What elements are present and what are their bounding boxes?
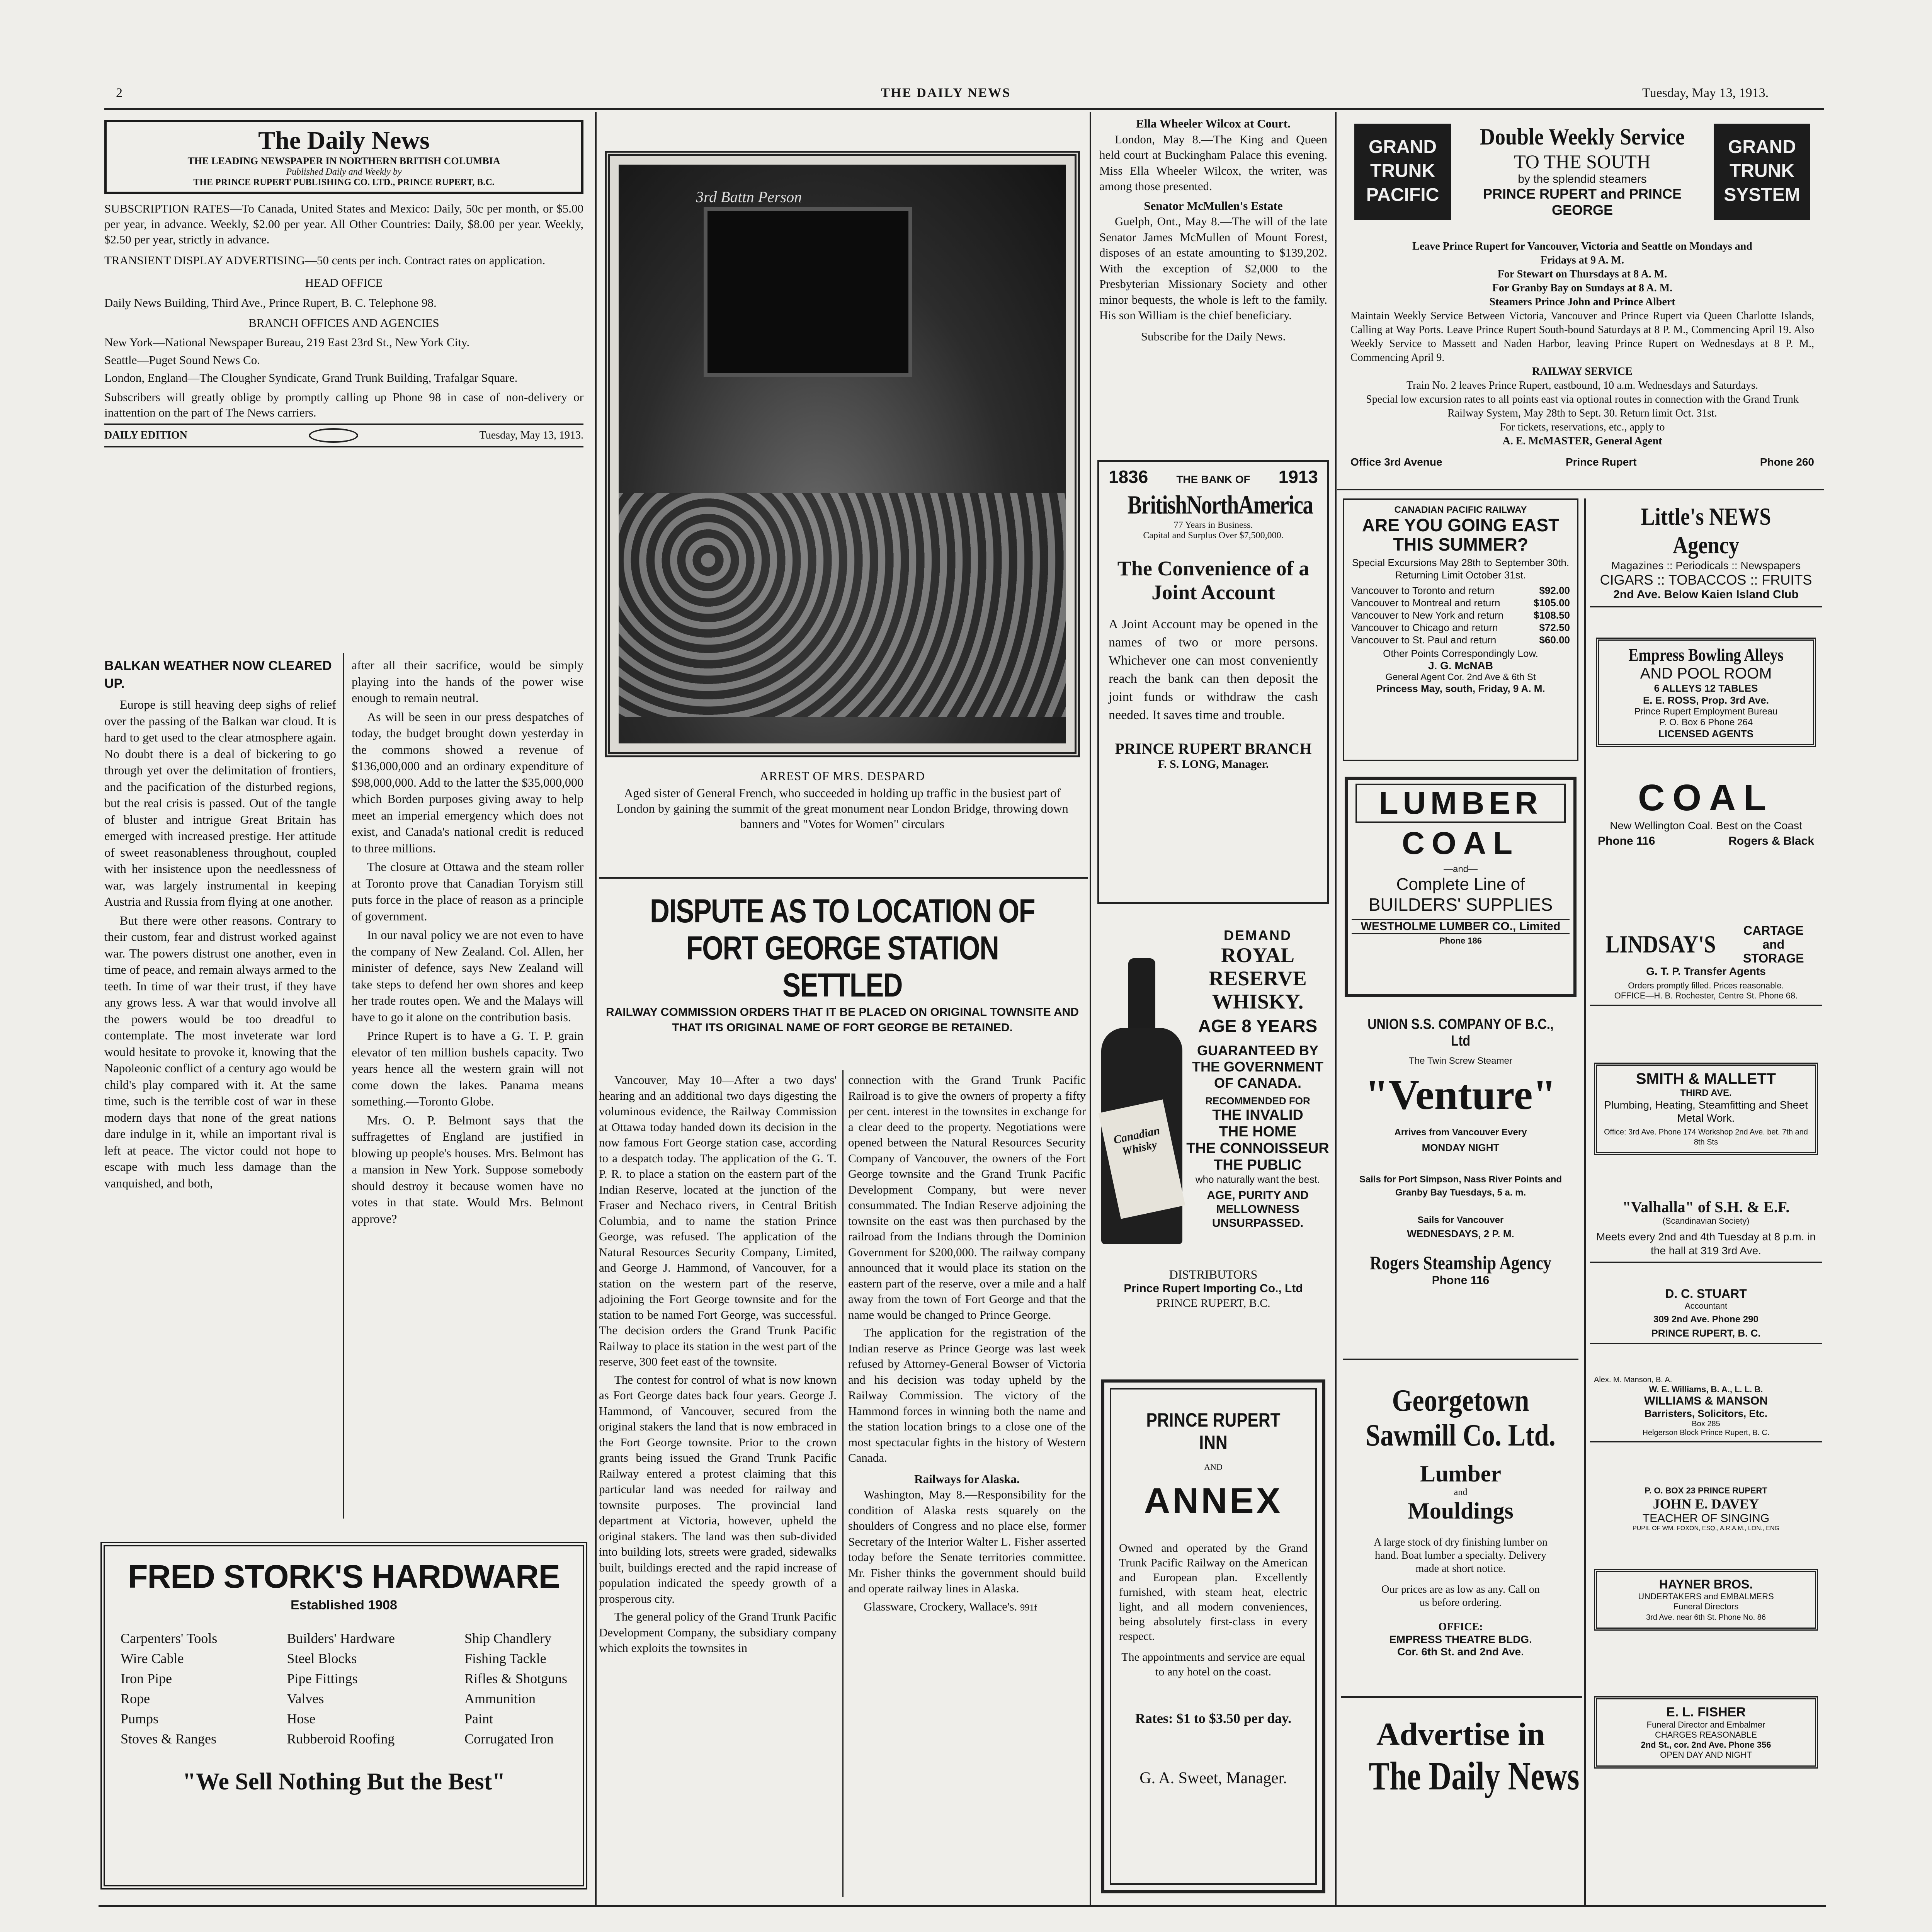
branch-seattle: Seattle—Puget Sound News Co. [104, 353, 260, 367]
gtp-rule [1337, 489, 1824, 490]
lumber-complete: Complete Line of [1396, 875, 1525, 894]
gtp-line5: Maintain Weekly Service Between Victoria, Vancouver and Prince Rupert via Queen Charlotte Islands, Calling at Way Ports. Leave Prince Rupert South-bound Saturdays at 8 P. M., Commencing April 19. Also Weekly Service to Massett and Naden Harbor, leaving Prince Rupert on Wednesdays at 8 P. M., Commencing April 9. [1350, 310, 1814, 364]
sawmill-lumber: Lumber [1420, 1461, 1501, 1486]
photo-caption: Aged sister of General French, who succeeded in holding up traffic in the busiest part of London by gaining the summit of the great monument near London Bridge, throwing down banners and "Votes for Women" circulars [616, 786, 1068, 831]
gtp-train: Train No. 2 leaves Prince Rupert, eastbound, 10 a.m. Wednesdays and Saturdays. [1406, 379, 1758, 391]
lindsay-sub: CARTAGE and STORAGE [1743, 923, 1804, 965]
bank-manager: F. S. LONG, Manager. [1158, 758, 1269, 770]
gtp-railway: RAILWAY SERVICE [1532, 366, 1633, 378]
gtp-title: Double Weekly Service [1480, 124, 1685, 150]
lumber-phone: Phone 186 [1439, 936, 1482, 946]
sawmill-rule [1341, 1696, 1582, 1698]
davey-ad [1590, 1486, 1822, 1532]
whisky-distributors: DISTRIBUTORS [1169, 1267, 1258, 1281]
hardware-list-2 [287, 1628, 395, 1749]
stuart-line3: PRINCE RUPERT, B. C. [1651, 1327, 1761, 1339]
hayner-title: HAYNER BROS. [1659, 1577, 1753, 1591]
column-rule [595, 112, 597, 1905]
davey-line2: TEACHER OF SINGING [1642, 1512, 1770, 1525]
davey-line1: P. O. BOX 23 PRINCE RUPERT [1645, 1486, 1767, 1495]
whisky-quality: AGE, PURITY AND MELLOWNESS UNSURPASSED. [1207, 1189, 1309, 1230]
bank-headline: The Convenience of a Joint Account [1117, 557, 1310, 604]
hardware-item: Pipe Fittings [287, 1671, 358, 1686]
subscription-rates: SUBSCRIPTION RATES—To Canada, United States and Mexico: Daily, 50c per month, or $5.00 per year, in advance. Weekly, $2.00 per year. All Other Countries: Daily, $8.00 per year. Weekly, $2.50 per year, strictly in advance. [104, 202, 583, 246]
col4-news [1099, 116, 1327, 344]
wilcox-title: Ella Wheeler Wilcox at Court. [1136, 117, 1291, 130]
empress-line1: 6 ALLEYS 12 TABLES [1654, 682, 1758, 694]
cpr-price: $60.00 [1539, 634, 1570, 646]
glassware-code: 991f [1020, 1602, 1037, 1613]
whisky-home: THE HOME [1219, 1124, 1297, 1140]
gtp-line4: Steamers Prince John and Prince Albert [1489, 296, 1675, 308]
smith-line1: THIRD AVE. [1680, 1088, 1732, 1098]
transient-advertising: TRANSIENT DISPLAY ADVERTISING—50 cents per inch. Contract rates on application. [104, 253, 546, 267]
stuart-line2: 309 2nd Ave. Phone 290 [1653, 1314, 1759, 1325]
lindsay-line3: OFFICE—H. B. Rochester, Centre St. Phone 68. [1614, 991, 1798, 1000]
venture-night: MONDAY NIGHT [1422, 1142, 1500, 1153]
hardware-item: Steel Blocks [287, 1651, 357, 1666]
advertise-line1: Advertise in [1376, 1716, 1545, 1752]
hardware-item: Rifles & Shotguns [464, 1671, 567, 1686]
hardware-item: Wire Cable [121, 1651, 184, 1666]
bank-year-current: 1913 [1278, 467, 1318, 487]
davey-title: JOHN E. DAVEY [1653, 1496, 1759, 1512]
whisky-connoisseur: THE CONNOISSEUR [1186, 1140, 1329, 1156]
hayner-line2: Funeral Directors [1673, 1602, 1739, 1611]
inn-title: PRINCE RUPERT INN [1146, 1409, 1281, 1453]
masthead-publisher: THE PRINCE RUPERT PUBLISHING CO. LTD., PRINCE RUPERT, B.C. [193, 177, 495, 187]
law-line1: Alex. M. Manson, B. A. [1594, 1376, 1672, 1384]
empress-bowling-ad [1596, 638, 1816, 747]
subscribers-note: Subscribers will greatly oblige by promptly calling up Phone 98 in case of non-delivery or inattention on the part of The News carriers. [104, 390, 583, 419]
cpr-sailing: Princess May, south, Friday, 9 A. M. [1376, 683, 1545, 694]
photo-doorway [704, 207, 912, 377]
sawmill-body: A large stock of dry finishing lumber on hand. Boat lumber a specialty. Delivery made at short notice. [1374, 1536, 1548, 1575]
venture-company: UNION S.S. COMPANY OF B.C., Ltd [1367, 1016, 1554, 1049]
cpr-ad [1343, 498, 1578, 761]
photo-caption-title: ARREST OF MRS. DESPARD [760, 769, 925, 783]
coal-ad [1590, 777, 1822, 848]
bank-the-bank-of: THE BANK OF [1176, 473, 1250, 485]
hardware-slogan: "We Sell Nothing But the Best" [182, 1769, 505, 1795]
mcmullen-title: Senator McMullen's Estate [1144, 199, 1283, 213]
editorial-title: BALKAN WEATHER NOW CLEARED UP. [104, 658, 332, 691]
williams-manson-ad [1590, 1376, 1822, 1442]
bank-branch: PRINCE RUPERT BRANCH [1115, 740, 1312, 757]
editorial-paragraph: Mrs. O. P. Belmont says that the suffragettes of England are justified in blowing up people's houses. Mrs. Belmont has a mansion in New York. Suppose somebody should destroy it because women have no votes in that state. Would Mrs. Belmont approve? [352, 1113, 583, 1226]
whisky-appreciate: who naturally want the best. [1195, 1173, 1320, 1185]
hardware-item: Paint [464, 1711, 493, 1726]
whisky-invalid: THE INVALID [1212, 1107, 1303, 1123]
cpr-price: $108.50 [1534, 609, 1570, 621]
head-office-title: HEAD OFFICE [305, 276, 383, 289]
fisher-line2: CHARGES REASONABLE [1655, 1730, 1757, 1740]
lindsays-ad [1590, 923, 1822, 1006]
cpr-rate-row [1351, 597, 1570, 609]
cpr-rate-row [1351, 634, 1570, 646]
fisher-line3: 2nd St., cor. 2nd Ave. Phone 356 [1641, 1740, 1771, 1750]
alaska-title: Railways for Alaska. [914, 1472, 1020, 1486]
cpr-route: Vancouver to Chicago and return [1351, 622, 1498, 633]
dispute-paragraph: connection with the Grand Trunk Pacific Railroad is to give the owners of property a fifty per cent. interest in the townsites in exchange for a clear deed to the property. Negotiations were opened between the Natural Resources Security Company of Vancouver, the owners of the Fort George townsite and the Grand Trunk Pacific Development Company, but were never consummated. The Indian Reserve adjoining the townsite on the east was then purchased by the railroad from the Indians through the Dominion Government for $200,000. The railway company announced that it would place its station on the eastern part of the reserve, over a mile and a half away from the town of Fort George and that the name would be changed to Prince George. [848, 1073, 1086, 1321]
cpr-title: ARE YOU GOING EAST THIS SUMMER? [1362, 515, 1560, 554]
running-title: THE DAILY NEWS [881, 86, 1011, 100]
venture-sails-vancouver: Sails for Vancouver [1417, 1215, 1504, 1225]
cpr-rate-row [1351, 621, 1570, 634]
littles-line1: Magazines :: Periodicals :: Newspapers [1611, 560, 1801, 571]
hardware-item: Builders' Hardware [287, 1631, 395, 1646]
hardware-item: Valves [287, 1691, 324, 1706]
empress-line4: P. O. Box 6 Phone 264 [1659, 717, 1753, 728]
whisky-distributor-city: PRINCE RUPERT, B.C. [1156, 1297, 1270, 1310]
hayner-line1: UNDERTAKERS and EMBALMERS [1638, 1592, 1774, 1601]
hayner-ad [1594, 1569, 1818, 1631]
cpr-route: Vancouver to Montreal and return [1351, 597, 1500, 609]
gtp-city: Prince Rupert [1565, 456, 1637, 468]
inn-body: Owned and operated by the Grand Trunk Pacific Railway on the American and European plan. Excellently furnished, with steam heat, electric light, and all modern conveniences, being absolutely first-class in every respect. [1119, 1542, 1308, 1643]
bank-ad [1097, 460, 1329, 904]
bank-capital: Capital and Surplus Over $7,500,000. [1143, 531, 1284, 541]
gtp-by: by the splendid steamers [1518, 173, 1647, 185]
gtp-steamers: PRINCE RUPERT and PRINCE GEORGE [1483, 186, 1682, 218]
bank-body: A Joint Account may be opened in the names of two or more persons. Whichever one can most conveniently reach the bank can then deposit the joint funds or withdraw the cash needed. It saves time and trouble. [1109, 617, 1318, 722]
stuart-line1: Accountant [1684, 1301, 1728, 1311]
cpr-rate-row [1351, 584, 1570, 597]
coal-firm: Rogers & Black [1728, 835, 1814, 847]
sawmill-prices: Our prices are as low as any. Call on us before ordering. [1381, 1583, 1540, 1609]
bank-years: 77 Years in Business. [1173, 520, 1253, 530]
dispute-paragraph: The general policy of the Grand Trunk Pacific Development Company, the subsidiary company which exploits the townsites in [599, 1610, 837, 1655]
edition-rule [104, 423, 583, 425]
valhalla-sub: (Scandinavian Society) [1662, 1216, 1750, 1226]
hayner-line3: 3rd Ave. near 6th St. Phone No. 86 [1646, 1613, 1766, 1622]
whisky-guaranteed: GUARANTEED BY THE GOVERNMENT OF CANADA. [1192, 1043, 1323, 1091]
inn-and: AND [1204, 1462, 1223, 1472]
whisky-ad [1097, 927, 1329, 1345]
gtp-ad [1343, 116, 1822, 483]
gtp-logo-right: GRAND TRUNK SYSTEM [1714, 124, 1810, 220]
hardware-item: Ship Chandlery [464, 1631, 551, 1646]
inn-manager: G. A. Sweet, Manager. [1139, 1769, 1287, 1787]
hardware-item: Hose [287, 1711, 316, 1726]
lindsay-title: LINDSAY'S [1605, 930, 1716, 958]
valhalla-ad [1590, 1198, 1822, 1263]
lindsay-line2: Orders promptly filled. Prices reasonable. [1628, 981, 1784, 990]
littles-line3: 2nd Ave. Below Kaien Island Club [1613, 588, 1799, 601]
venture-arrives: Arrives from Vancouver Every [1394, 1127, 1527, 1138]
whisky-age: AGE 8 YEARS [1198, 1016, 1318, 1036]
sawmill-mouldings: Mouldings [1408, 1498, 1514, 1524]
photo-frame [605, 151, 1080, 757]
dispute-col-right [848, 1072, 1086, 1618]
hardware-item: Corrugated Iron [464, 1731, 554, 1747]
editorial-paragraph: Europe is still heaving deep sighs of relief over the passing of the Balkan war cloud. It is hard to get used to the clear atmosphere again. No doubt there is a deal of bickering to go through yet over the delimitation of frontiers, and the pacification of the disturbed regions, but the real crisis is passed. Out of the tangle of bluster and intrigue Great Britain has emerged with increased prestige. Her attitude of sweet reasonableness throughout, coupled with her insistence upon the needlessness of war, was largely instrumental in keeping Austria and Russia from flying at one another. [104, 697, 336, 908]
fisher-line1: Funeral Director and Embalmer [1646, 1720, 1765, 1730]
dispute-headline: DISPUTE AS TO LOCATION OF FORT GEORGE STATION SETTLED [650, 893, 1035, 1004]
whisky-distributor-name: Prince Rupert Importing Co., Ltd [1124, 1282, 1303, 1295]
hardware-list-3 [464, 1628, 567, 1749]
hardware-item: Iron Pipe [121, 1671, 172, 1686]
sawmill-and: and [1454, 1487, 1468, 1497]
hardware-title: FRED STORK'S HARDWARE [128, 1558, 560, 1595]
inn-body2: The appointments and service are equal to any hotel on the coast. [1121, 1651, 1305, 1678]
dispute-paragraph: The application for the registration of the Indian reserve as Prince George was last week refused by Attorney-General Bowser of Victoria and his decision was today upheld by the Railway Commission. The victory of the Hammond forces in winning both the name and the station location brings to a close one of the most spectacular fights in the history of Western Canada. [848, 1326, 1086, 1464]
smith-mallett-ad [1594, 1063, 1818, 1155]
law-line2: W. E. Williams, B. A., L. L. B. [1649, 1384, 1763, 1394]
hardware-item: Stoves & Ranges [121, 1731, 216, 1747]
venture-sails: Sails for Port Simpson, Nass River Points and Granby Bay Tuesdays, 5 a. m. [1359, 1174, 1562, 1198]
dispute-divider [842, 1070, 844, 1897]
dispute-subhead: RAILWAY COMMISSION ORDERS THAT IT BE PLACED ON ORIGINAL TOWNSITE AND THAT ITS ORIGINAL NAME OF FORT GEORGE BE RETAINED. [606, 1006, 1079, 1034]
editorial-paragraph: But there were other reasons. Contrary to their custom, fear and distrust worked against war. The powers distrust one another, even in time of peace, and remain always armed to the teeth. In time of war their trust, if they have any grows less. A war that would involve all the powers would be too dreadful to contemplate. The most inveterate war lord would hesitate to provoke it, knowing that the Napoleonic conflict of a century ago would be child's play compared with it. At the same time, such is the terrible cost of war in these modern days that none of the great nations dare indulge in it, while an important rival is left at peace. The victor could not hope to escape with much less damage than the vanquished, and both, [104, 913, 336, 1190]
edition-ornament [309, 428, 358, 443]
dispute-paragraph: Vancouver, May 10—After a two days' hearing and an additional two days digesting the voluminous evidence, the Railway Commission at Ottawa today handed down its decision in the now famous Fort George station case, according to a despatch today. The application of the G. T. P. R. to place a station on the eastern part of the Indian Reserve, located at the junction of the Fraser and Nechaco rivers, in Central British Columbia, and to name the station Prince George, was refused. The application of the Natural Resources Security Company, Limited, and George J. Hammond, of Vancouver, for a station on the western part of the reserve, adjoining the Fort George townsite and for the station to be named Fort George, was successful. The decision orders the Grand Trunk Pacific Railway to place its station in the west part of the reserve, 300 feet east of the townsite. [599, 1073, 837, 1368]
littles-line2: CIGARS :: TOBACCOS :: FRUITS [1600, 572, 1812, 588]
law-line3: Barristers, Solicitors, Etc. [1645, 1408, 1767, 1419]
smith-line2: Plumbing, Heating, Steamfitting and Sheet Metal Work. [1604, 1099, 1808, 1124]
hardware-ad [100, 1542, 587, 1889]
editorial-paragraph: The closure at Ottawa and the steam roller at Toronto prove that Canadian Toryism still puts force in the place of reason as a principle of government. [352, 860, 583, 923]
whisky-recommended: RECOMMENDED FOR [1205, 1095, 1310, 1107]
gtp-to-south: TO THE SOUTH [1514, 151, 1651, 172]
davey-line3: PUPIL OF WM. FOXON, ESQ., A.R.A.M., LON., ENG [1633, 1525, 1779, 1532]
photo-inscription: 3rd Battn Person [696, 188, 802, 206]
wilcox-paragraph: London, May 8.—The King and Queen held court at Buckingham Palace this evening. Miss Ella Wheeler Wilcox, the writer, was among those presented. [1099, 132, 1327, 193]
stuart-ad [1590, 1287, 1822, 1344]
coal-line1: New Wellington Coal. Best on the Coast [1610, 820, 1802, 832]
editorial-paragraph: In our naval policy we are not even to have the company of New Zealand. Col. Allen, her minister of defence, says New Zealand will take steps to defend her own shores and keep her trade routes open. We and the Malays will have to go it alone on the contribution basis. [352, 928, 583, 1024]
photo-rule [599, 877, 1088, 879]
littles-news-agency [1590, 502, 1822, 607]
advertise-box [1343, 1704, 1578, 1897]
column-rule [1584, 498, 1586, 1905]
cpr-other: Other Points Correspondingly Low. [1383, 648, 1538, 659]
advertise-line2: The Daily News [1369, 1754, 1580, 1798]
cpr-special: Special Excursions May 28th to September 30th. Returning Limit October 31st. [1352, 557, 1570, 581]
law-line4: Box 285 [1692, 1420, 1720, 1428]
glassware-note [848, 1599, 1086, 1616]
lindsay-line1: G. T. P. Transfer Agents [1646, 965, 1766, 977]
cpr-rate-row [1351, 609, 1570, 621]
valhalla-title: "Valhalla" of S.H. & E.F. [1622, 1198, 1790, 1216]
editorial-paragraph: As will be seen in our press despatches of today, the budget brought down yesterday in the commons showed a revenue of $136,000,000 and an ordinary expenditure of $98,000,000. Add to the latter the $35,000,000 which Borden purposes giving away to help meet an imperial emergency which does not exist, and Canada's national credit is reduced to three millions. [352, 709, 583, 855]
cpr-company: CANADIAN PACIFIC RAILWAY [1394, 505, 1527, 515]
gtp-line3: For Granby Bay on Sundays at 8 A. M. [1492, 282, 1673, 294]
hardware-item: Ammunition [464, 1691, 536, 1706]
inn-ad [1101, 1379, 1325, 1893]
suffragette-arrest-photo [619, 165, 1066, 743]
law-title: WILLIAMS & MANSON [1644, 1395, 1768, 1407]
gtp-excursion: Special low excursion rates to all points east via optional routes in connection with the Grand Trunk Railway System, May 28th to Sept. 30. Return limit Oct. 31st. [1366, 393, 1799, 419]
masthead-published: Published Daily and Weekly by [286, 167, 402, 177]
hardware-established: Established 1908 [291, 1598, 397, 1612]
edition-rule [104, 446, 583, 447]
photo-crowd [619, 493, 1066, 717]
dispute-paragraph: The contest for control of what is now known as Fort George dates back four years. George J. Hammond, of Vancouver, secured from the original stakers the land that is now embraced in the Fort George townsite. Prior to the crown grants being issued the Grand Trunk Pacific Railway entered a protest claiming that this particular land was needed for railway and townsite purposes. The provincial land department at Victoria, however, upheld the original stakers. The land was then sub-divided into building lots, streets were graded, sidewalks built, buildings erected and the rapid increase of population indicated the speedy growth of a prosperous city. [599, 1372, 837, 1605]
sawmill-office-addr2: Cor. 6th St. and 2nd Ave. [1397, 1646, 1524, 1658]
hardware-item: Fishing Tackle [464, 1651, 546, 1666]
alaska-paragraph: Washington, May 8.—Responsibility for the condition of Alaska rests squarely on the shoulders of Congress and no place else, former Secretary of the Interior Walter L. Fisher asserted today before the Senate territories committee. Mr. Fisher thinks the government should build and operate railway lines in Alaska. [848, 1488, 1086, 1595]
hardware-list-1 [121, 1628, 217, 1749]
gtp-line2: For Stewart on Thursdays at 8 A. M. [1497, 268, 1667, 280]
coal-title: COAL [1638, 777, 1774, 818]
venture-phone: Phone 116 [1432, 1274, 1490, 1287]
empress-line3: Prince Rupert Employment Bureau [1634, 706, 1778, 717]
cpr-address: General Agent Cor. 2nd Ave & 6th St [1385, 672, 1536, 682]
cpr-rate-table [1351, 584, 1570, 646]
cpr-price: $72.50 [1539, 622, 1570, 633]
inn-annex: ANNEX [1144, 1480, 1283, 1521]
sawmill-name: Georgetown Sawmill Co. Ltd. [1366, 1384, 1556, 1452]
whisky-name: ROYAL RESERVE WHISKY. [1209, 944, 1307, 1013]
gtp-phone: Phone 260 [1760, 456, 1814, 468]
hardware-item: Rubberoid Roofing [287, 1731, 395, 1747]
running-date: Tuesday, May 13, 1913. [1642, 86, 1769, 100]
masthead [104, 120, 583, 447]
whisky-bottle [1101, 958, 1182, 1244]
sawmill-office-addr1: EMPRESS THEATRE BLDG. [1389, 1633, 1532, 1645]
branch-title: BRANCH OFFICES AND AGENCIES [248, 316, 439, 330]
bottle-neck [1128, 958, 1155, 1036]
hardware-item: Pumps [121, 1711, 159, 1726]
lumber-heading: LUMBER [1355, 784, 1566, 823]
mcmullen-paragraph: Guelph, Ont., May 8.—The will of the late Senator James McMullen of Mount Forest, disposes of an estate amounting to $139,202. With the exception of $2,000 to the Presbyterian Missionary Society and other minor bequests, the whole is left to the family. His son William is the chief beneficiary. [1099, 214, 1327, 322]
head-office: Daily News Building, Third Ave., Prince Rupert, B. C. Telephone 98. [104, 296, 437, 310]
smith-line3: Office: 3rd Ave. Phone 174 Workshop 2nd Ave. bet. 7th and 8th Sts [1604, 1128, 1808, 1146]
lumber-company: WESTHOLME LUMBER CO., Limited [1352, 919, 1570, 934]
branch-new-york: New York—National Newspaper Bureau, 219 East 23rd St., New York City. [104, 335, 470, 349]
page-rule [99, 1905, 1826, 1907]
bank-name: BritishNorthAmerica [1127, 490, 1313, 519]
whisky-copy [1186, 927, 1329, 1230]
column-rule [1335, 112, 1337, 1905]
inn-inner [1110, 1388, 1317, 1885]
column-rule [1090, 112, 1091, 1905]
venture-ad [1343, 1016, 1578, 1360]
empress-line5: LICENSED AGENTS [1658, 728, 1754, 740]
whisky-demand: DEMAND [1224, 927, 1292, 943]
cpr-price: $105.00 [1534, 597, 1570, 609]
masthead-box [104, 120, 583, 194]
stuart-title: D. C. STUART [1665, 1287, 1747, 1301]
masthead-subtitle: THE LEADING NEWSPAPER IN NORTHERN BRITISH COLUMBIA [187, 155, 500, 167]
lumber-builders: BUILDERS' SUPPLIES [1368, 895, 1553, 915]
glassware-text: Glassware, Crockery, Wallace's. [864, 1599, 1017, 1613]
empress-line2: E. E. ROSS, Prop. 3rd Ave. [1643, 694, 1769, 706]
gtp-tickets: For tickets, reservations, etc., apply to [1500, 421, 1665, 433]
gtp-agent: A. E. McMASTER, General Agent [1502, 435, 1662, 447]
editorial-divider [343, 653, 344, 1519]
lumber-and: —and— [1443, 864, 1478, 874]
littles-title: Little's NEWS Agency [1641, 503, 1771, 559]
valhalla-line1: Meets every 2nd and 4th Tuesday at 8 p.m. in the hall at 319 3rd Ave. [1596, 1231, 1816, 1257]
edition-label: DAILY EDITION [104, 429, 187, 441]
editorial-left [104, 657, 336, 1194]
cpr-route: Vancouver to St. Paul and return [1351, 634, 1497, 646]
page-number: 2 [116, 86, 122, 100]
venture-when: WEDNESDAYS, 2 P. M. [1407, 1228, 1514, 1240]
empress-sub: AND POOL ROOM [1640, 665, 1772, 682]
dispute-col-left [599, 1072, 837, 1658]
lumber-coal-ad [1345, 777, 1577, 997]
edition-date: Tuesday, May 13, 1913. [479, 429, 583, 441]
masthead-title: The Daily News [258, 126, 430, 155]
sawmill-office: OFFICE: [1438, 1621, 1483, 1633]
whisky-public: THE PUBLIC [1214, 1157, 1302, 1173]
venture-name: "Venture" [1365, 1071, 1556, 1118]
hardware-item: Rope [121, 1691, 150, 1706]
hardware-item: Carpenters' Tools [121, 1631, 218, 1646]
sawmill-ad [1343, 1383, 1578, 1692]
editorial-paragraph: Prince Rupert is to have a G. T. P. grain elevator of ten million bushels capacity. Two years hence all the western grain will not come down the lakes. Panama means something.—Toronto Globe. [352, 1029, 583, 1108]
fisher-title: E. L. FISHER [1666, 1705, 1746, 1719]
empress-title: Empress Bowling Alleys [1628, 645, 1784, 665]
gtp-logo-left: GRAND TRUNK PACIFIC [1354, 124, 1451, 220]
coal-phone: Phone 116 [1598, 835, 1655, 847]
fisher-line4: OPEN DAY AND NIGHT [1660, 1750, 1752, 1760]
cpr-price: $92.00 [1539, 585, 1570, 596]
smith-title: SMITH & MALLETT [1636, 1070, 1776, 1087]
branch-london: London, England—The Clougher Syndicate, Grand Trunk Building, Trafalgar Square. [104, 371, 518, 384]
law-line5: Helgerson Block Prince Rupert, B. C. [1642, 1429, 1770, 1437]
cpr-route: Vancouver to New York and return [1351, 609, 1504, 621]
bottle-label: Canadian Whisky [1099, 1099, 1185, 1219]
inn-rates: Rates: $1 to $3.50 per day. [1135, 1711, 1292, 1726]
gtp-line1: Leave Prince Rupert for Vancouver, Victoria and Seattle on Mondays and Fridays at 9 A. M. [1412, 240, 1752, 266]
venture-agency: Rogers Steamship Agency [1370, 1252, 1551, 1274]
bank-year-founded: 1836 [1109, 467, 1148, 487]
venture-twin: The Twin Screw Steamer [1409, 1056, 1512, 1066]
editorial-right [352, 657, 583, 1229]
editorial-paragraph: after all their sacrifice, would be simply playing into the hands of the power wise enough to remain neutral. [352, 658, 583, 705]
subscribe-note: Subscribe for the Daily News. [1141, 329, 1286, 343]
header-rule [104, 108, 1824, 110]
cpr-agent: J. G. McNAB [1428, 660, 1493, 672]
fisher-ad [1594, 1696, 1818, 1769]
cpr-route: Vancouver to Toronto and return [1351, 585, 1495, 596]
gtp-office: Office 3rd Avenue [1350, 456, 1442, 468]
coal-heading: COAL [1401, 826, 1520, 861]
